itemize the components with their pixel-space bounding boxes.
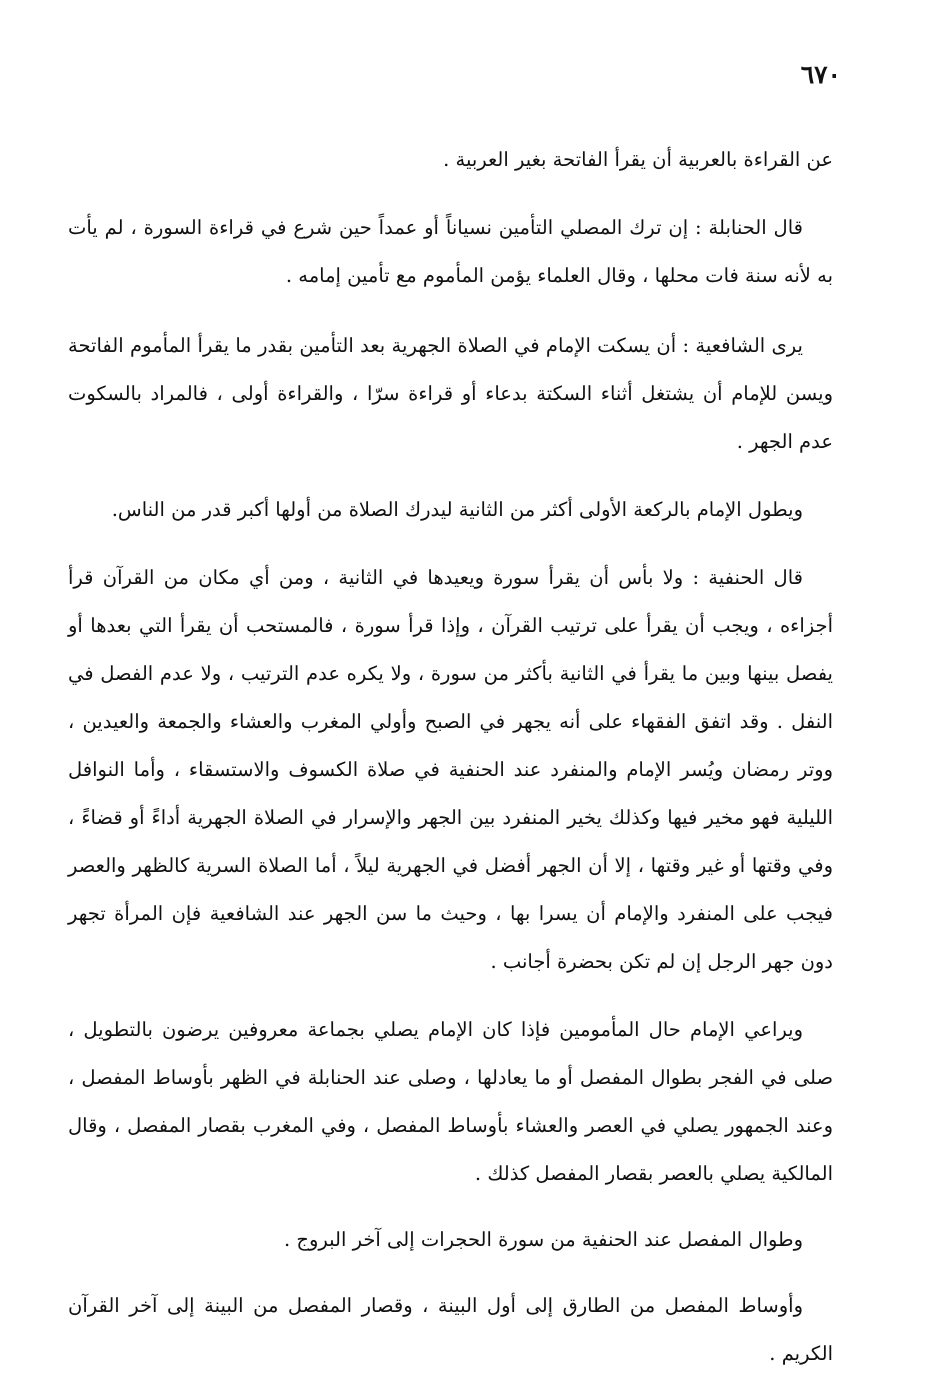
paragraph-8: وأوساط المفصل من الطارق إلى أول البينة ، وقصار المفصل من البينة إلى آخر القرآن الكريم . bbox=[68, 1294, 833, 1365]
paragraph-7: وطوال المفصل عند الحنفية من سورة الحجرات إلى آخر البروج . bbox=[284, 1228, 803, 1251]
paragraph-5: قال الحنفية : ولا بأس أن يقرأ سورة ويعيدها في الثانية ، ومن أي مكان من القرآن قرأ أجزاءه ، ويجب أن يقرأ على ترتيب القرآن ، وإذا قرأ سورة ، فالمستحب أن يقرأ التي بعدها أو يفصل بينها وبين ما يقرأ في الثانية بأكثر من سورة ، ولا يكره عدم الترتيب ، ولا عدم الفصل في النفل . وقد اتفق الفقهاء على أنه يجهر في الصبح وأولي المغرب والعشاء والجمعة والعيدين ، ووتر رمضان ويُسر الإمام والمنفرد عند الحنفية في صلاة الكسوف والاستسقاء ، وأما النوافل الليلية فهو مخير فيها وكذلك يخير المنفرد بين الجهر والإسرار في الصلاة الجهرية أداءً أو قضاءً ، وفي وقتها أو غير وقتها ، إلا أن الجهر أفضل في الجهرية ليلاً ، أما الصلاة السرية كالظهر والعصر فيجب على المنفرد والإمام أن يسرا بها ، وحيث ما سن الجهر عند الشافعية فإن المرأة تجهر دون جهر الرجل إن لم تكن بحضرة أجانب . bbox=[68, 566, 833, 973]
paragraph-2: قال الحنابلة : إن ترك المصلي التأمين نسياناً أو عمداً حين شرع في قراءة السورة ، لم يأت به لأنه سنة فات محلها ، وقال العلماء يؤمن المأموم مع تأمين إمامه . bbox=[68, 216, 833, 287]
paragraph-1: عن القراءة بالعربية أن يقرأ الفاتحة بغير العربية . bbox=[443, 148, 833, 171]
document-body bbox=[68, 136, 833, 1396]
paragraph-3: يرى الشافعية : أن يسكت الإمام في الصلاة الجهرية بعد التأمين بقدر ما يقرأ المأموم الفاتحة ويسن للإمام أن يشتغل أثناء السكتة بدعاء أو قراءة سرّا ، والقراءة أولى ، فالمراد بالسكوت عدم الجهر . bbox=[68, 334, 833, 453]
page-number: ٦٧٠ bbox=[800, 60, 841, 89]
paragraph-6: ويراعي الإمام حال المأمومين فإذا كان الإمام يصلي بجماعة معروفين يرضون بالتطويل ، صلى في الفجر بطوال المفصل أو ما يعادلها ، وصلى عند الحنابلة في الظهر بأوساط المفصل ، وعند الجمهور يصلي في العصر والعشاء بأوساط المفصل ، وفي المغرب بقصار المفصل ، وقال المالكية يصلي بالعصر بقصار المفصل كذلك . bbox=[68, 1018, 833, 1185]
paragraph-4: ويطول الإمام بالركعة الأولى أكثر من الثانية ليدرك الصلاة من أولها أكبر قدر من الناس. bbox=[111, 498, 803, 521]
